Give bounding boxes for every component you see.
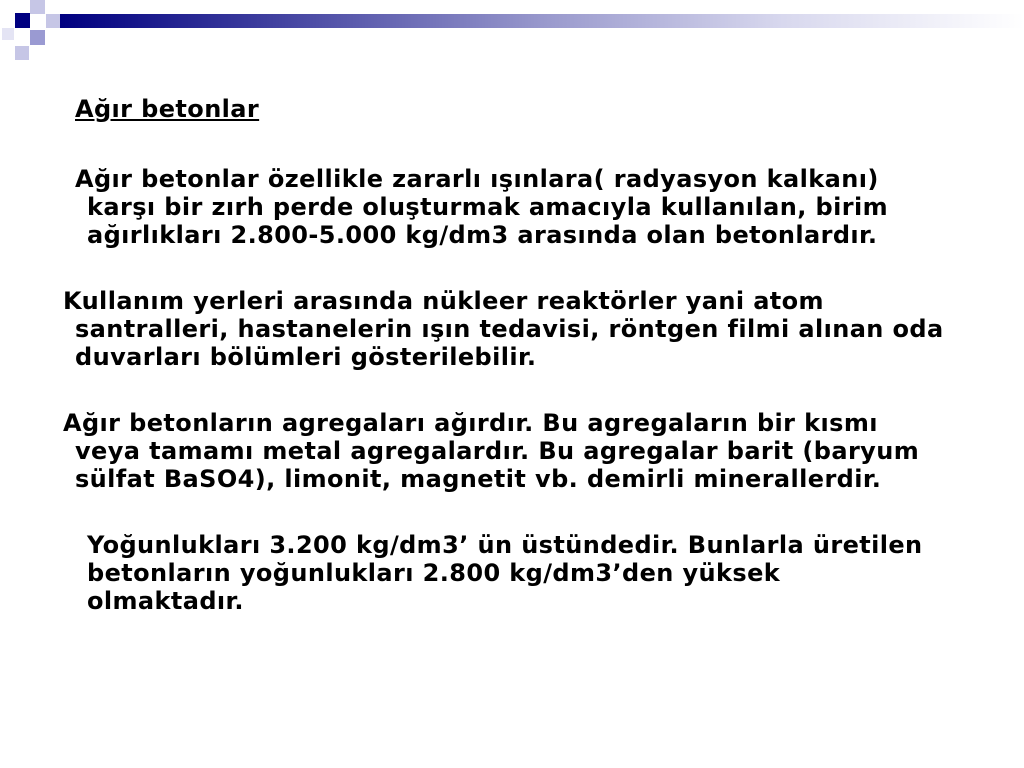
paragraph-aggregates: Ağır betonların agregaları ağırdır. Bu agregaların bir kısmı veya tamamı metal agregalardır. Bu agregalar barit (baryum sülfat BaSO4), limonit, magnetit vb. demirli minerallerdir.: [63, 409, 920, 493]
decor-square: [30, 0, 45, 14]
header-gradient-bar: [60, 14, 1024, 28]
header-decoration: [0, 0, 1024, 70]
decor-square: [15, 13, 30, 28]
paragraph-usage: Kullanım yerleri arasında nükleer reaktörler yani atom santralleri, hastanelerin ışın tedavisi, röntgen filmi alınan oda duvarları bölümleri gösterilebilir.: [63, 287, 944, 371]
decor-square: [46, 14, 60, 28]
decor-square: [2, 28, 14, 40]
paragraph-density: Yoğunlukları 3.200 kg/dm3’ ün üstündedir. Bunlarla üretilen betonların yoğunlukları 2.800 kg/dm3’den yüksek olmaktadır.: [87, 531, 923, 615]
decor-square: [15, 46, 29, 60]
slide-heading: Ağır betonlar: [75, 95, 260, 123]
decor-square: [30, 30, 45, 45]
paragraph-definition: Ağır betonlar özellikle zararlı ışınlara( radyasyon kalkanı) karşı bir zırh perde oluşturmak amacıyla kullanılan, birim ağırlıkları 2.800-5.000 kg/dm3 arasında olan betonlardır.: [75, 165, 888, 249]
slide-content: [63, 95, 945, 653]
